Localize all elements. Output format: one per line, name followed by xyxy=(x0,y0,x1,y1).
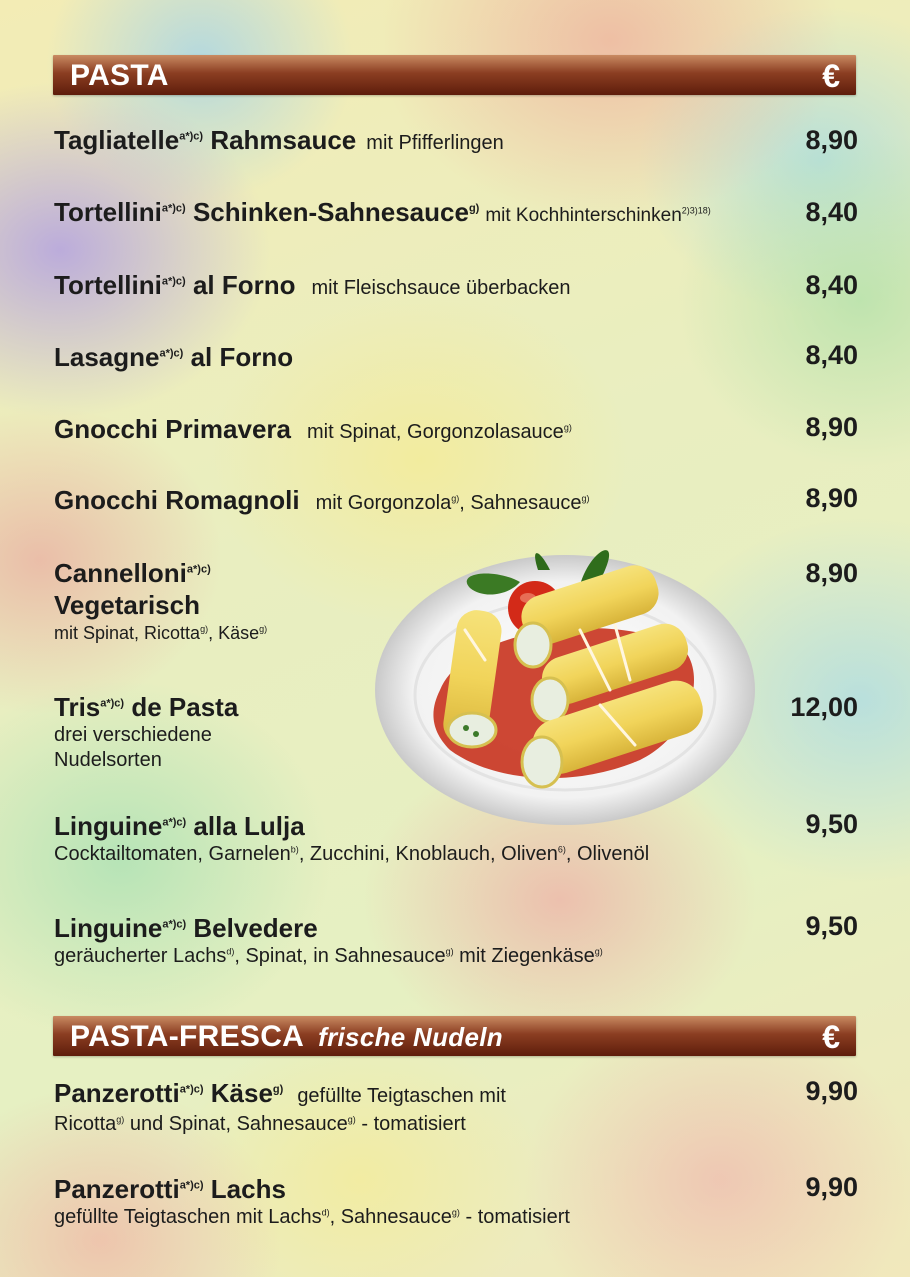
item-name: Linguine$^{a*)c)}$ alla Lulja xyxy=(54,811,305,841)
section-title: PASTA xyxy=(70,59,169,92)
menu-item xyxy=(54,810,858,867)
item-name: Panzerotti$^{a*)c)}$ Käse$^{g)}$ gefüllte Teigtaschen mit xyxy=(54,1078,506,1108)
menu-item xyxy=(54,413,858,448)
item-price: 9,50 xyxy=(805,911,858,941)
item-price: 8,90 xyxy=(805,483,858,513)
menu-item xyxy=(54,124,858,159)
menu-item xyxy=(54,691,858,773)
item-price: 9,90 xyxy=(805,1172,858,1202)
item-price: 8,40 xyxy=(805,197,858,227)
item-price: 8,40 xyxy=(805,270,858,300)
item-description: mit Spinat, Gorgonzolasauce$^{g)}$ xyxy=(307,421,572,443)
menu-item xyxy=(54,912,858,969)
item-description: mit Pfifferlingen xyxy=(366,132,504,154)
item-name: Tortellini$^{a*)c)}$ Schinken-Sahnesauce$^{g)}$ mit Kochhinterschinken$^{2)3)18)}$ xyxy=(54,197,711,227)
menu-item xyxy=(54,484,858,519)
item-description: mit Fleischsauce überbacken xyxy=(311,277,571,299)
item-price: 9,90 xyxy=(805,1076,858,1106)
item-description: Cocktailtomaten, Garnelen$^{b)}$, Zucchini, Knoblauch, Oliven$^{6)}$, Olivenöl xyxy=(54,843,650,865)
item-name: Lasagne$^{a*)c)}$ al Forno xyxy=(54,342,294,372)
currency-symbol: € xyxy=(822,1019,840,1055)
item-name: Gnocchi Romagnoli mit Gorgonzola$^{g)}$, Sahnesauce$^{g)}$ xyxy=(54,485,590,515)
section-header-pasta-fresca xyxy=(53,1016,856,1056)
item-name: Panzerotti$^{a*)c)}$ Lachs xyxy=(54,1174,286,1204)
item-name: Tortellini$^{a*)c)}$ al Forno mit Fleischsauce überbacken xyxy=(54,270,571,300)
item-name: Tris$^{a*)c)}$ de Pasta xyxy=(54,692,239,722)
item-description: geräucherter Lachs$^{d)}$, Spinat, in Sahnesauce$^{g)}$ mit Ziegenkäse$^{g)}$ xyxy=(54,945,603,967)
menu-item xyxy=(54,1077,858,1137)
item-description: Ricotta$^{g)}$ und Spinat, Sahnesauce$^{g)}$ - tomatisiert xyxy=(54,1113,466,1135)
item-price: 8,90 xyxy=(805,125,858,155)
menu-item xyxy=(54,341,858,373)
item-price: 8,90 xyxy=(805,412,858,442)
item-description: gefüllte Teigtaschen mit Lachs$^{d)}$, Sahnesauce$^{g)}$ - tomatisiert xyxy=(54,1206,570,1228)
item-price: 8,90 xyxy=(805,558,858,588)
section-subtitle: frische Nudeln xyxy=(318,1022,503,1052)
item-name: Tagliatelle$^{a*)c)}$ Rahmsauce mit Pfifferlingen xyxy=(54,125,504,155)
menu-item xyxy=(54,557,858,645)
item-name: Gnocchi Primavera mit Spinat, Gorgonzolasauce$^{g)}$ xyxy=(54,414,572,444)
item-description: Nudelsorten xyxy=(54,749,162,771)
menu-item xyxy=(54,1173,858,1230)
menu-item xyxy=(54,196,858,232)
currency-symbol: € xyxy=(822,58,840,94)
item-name: Cannelloni$^{a*)c)}$ xyxy=(54,558,211,588)
item-description: mit Gorgonzola$^{g)}$, Sahnesauce$^{g)}$ xyxy=(315,492,590,514)
item-description: mit Spinat, Ricotta$^{g)}$, Käse$^{g)}$ xyxy=(54,623,268,643)
item-description: mit Kochhinterschinken$^{2)3)18)}$ xyxy=(485,205,711,226)
item-price: 12,00 xyxy=(790,692,858,722)
section-header-pasta xyxy=(53,55,856,95)
item-description: gefüllte Teigtaschen mit xyxy=(297,1085,506,1107)
item-name: Linguine$^{a*)c)}$ Belvedere xyxy=(54,913,318,943)
section-title: PASTA-FRESCA frische Nudeln xyxy=(70,1020,503,1053)
item-name-line2: Vegetarisch xyxy=(54,590,200,620)
menu-item xyxy=(54,269,858,304)
item-price: 8,40 xyxy=(805,340,858,370)
item-description: drei verschiedene xyxy=(54,724,212,746)
item-price: 9,50 xyxy=(805,809,858,839)
